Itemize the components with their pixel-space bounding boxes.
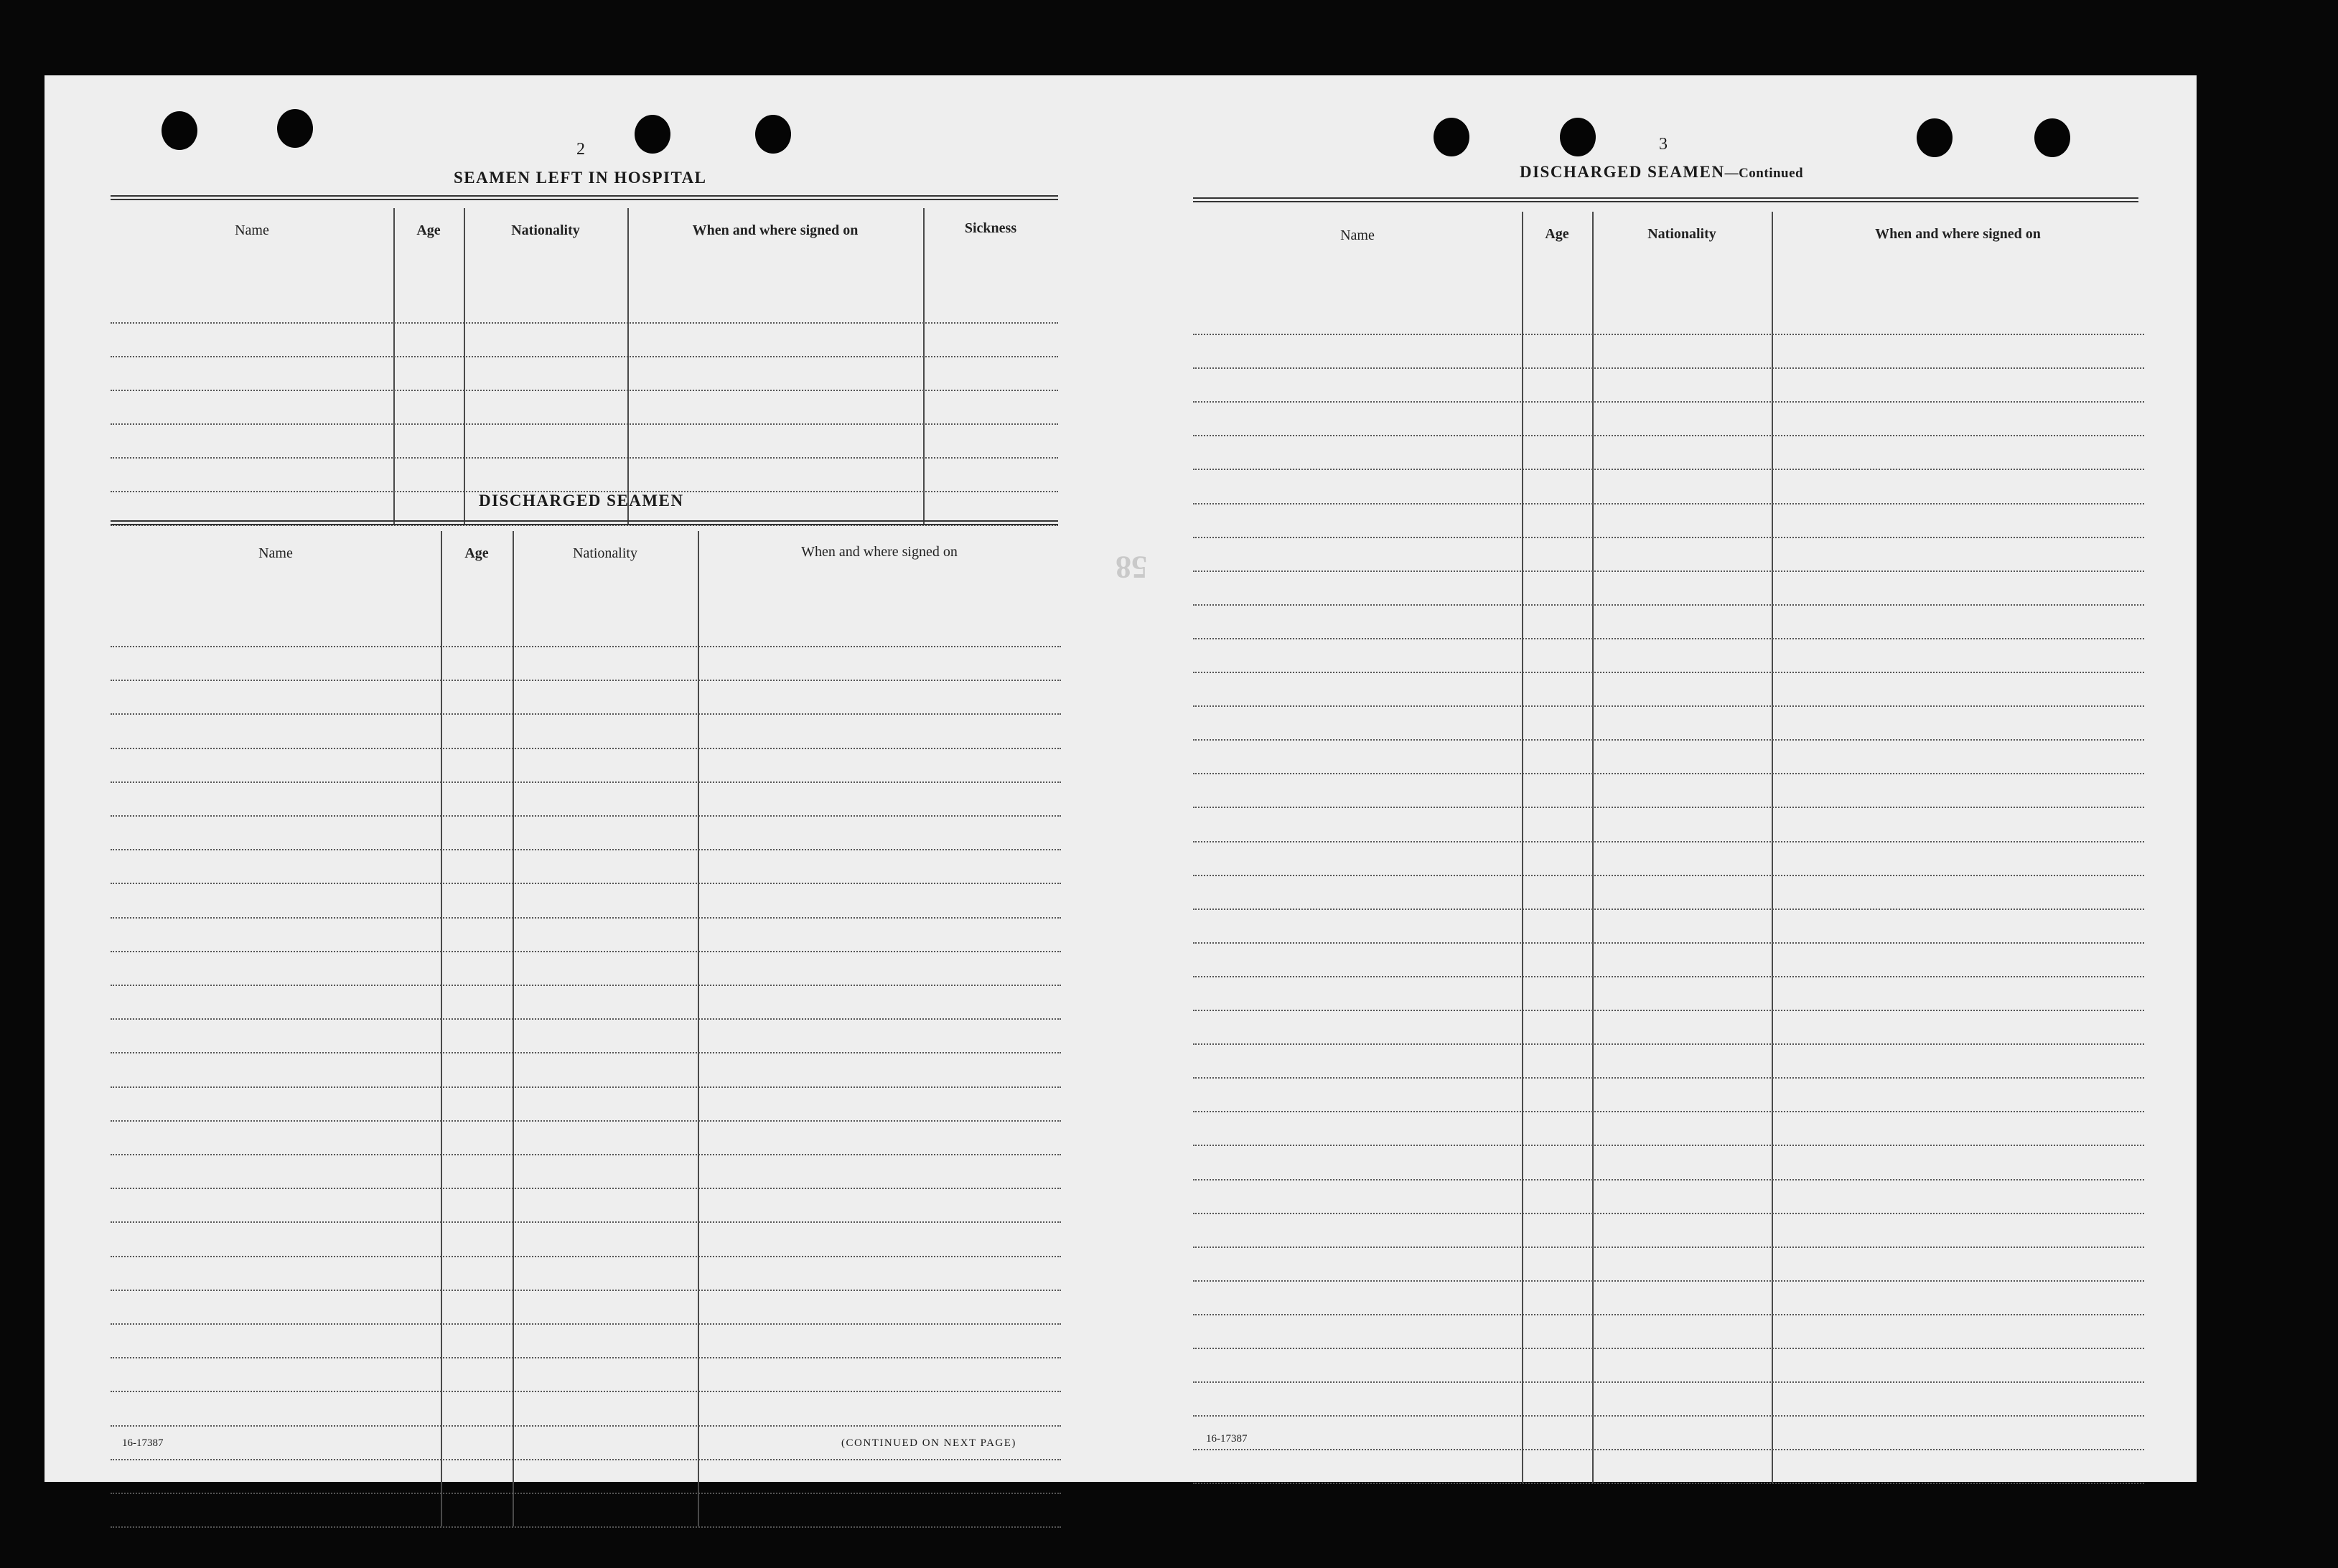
discharged-row-line [111,1052,1061,1053]
discharged-row-line [111,1154,1061,1155]
discharged-row-line [111,1459,1061,1460]
discharged-row-line [111,883,1061,884]
discharged-row-line [111,849,1061,850]
continued-row-line [1193,469,2144,470]
continued-row-line [1193,1415,2144,1417]
continued-row-line [1193,1043,2144,1045]
hospital-row-line [111,322,1058,324]
discharged-row-line [111,748,1061,749]
discharged-row-line [111,1526,1061,1528]
hospital-column-divider [464,208,465,525]
continued-row-line [1193,705,2144,707]
continued-row-line [1193,739,2144,741]
page-number-left: 2 [576,140,585,159]
punch-hole [1917,118,1953,157]
hospital-section-title: SEAMEN LEFT IN HOSPITAL [454,169,707,187]
discharged-row-line [111,713,1061,715]
hospital-column-divider [923,208,925,525]
continued-row-line [1193,334,2144,335]
discharged-row-line [111,917,1061,919]
hospital-row-line [111,390,1058,391]
form-number-right: 16-17387 [1206,1433,1248,1445]
discharged-continued-title [1520,163,1803,182]
continued-row-line [1193,1077,2144,1079]
continued-col-nationality: Nationality [1647,226,1716,242]
continued-row-line [1193,1381,2144,1383]
continued-col-age: Age [1545,226,1569,242]
discharged-row-line [111,815,1061,817]
discharged-col-age: Age [464,545,489,561]
hospital-col-nationality: Nationality [511,222,580,238]
hospital-header-rule [111,195,1058,200]
continued-row-line [1193,1314,2144,1315]
hospital-column-divider [393,208,395,525]
continued-row-line [1193,1010,2144,1011]
discharged-row-line [111,1188,1061,1189]
continued-row-line [1193,1247,2144,1248]
punch-hole [162,111,197,150]
continued-header-rule [1193,197,2138,202]
continued-row-line [1193,807,2144,808]
discharged-row-line [111,951,1061,952]
continued-row-line [1193,1111,2144,1112]
form-number-left: 16-17387 [122,1437,164,1449]
continued-col-when-where: When and where signed on [1875,226,2041,242]
continued-row-line [1193,1145,2144,1146]
punch-hole [755,115,791,154]
hospital-row-line [111,356,1058,357]
discharged-row-line [111,1086,1061,1088]
discharged-section-title: DISCHARGED SEAMEN [479,492,684,510]
continued-row-line [1193,537,2144,538]
continued-row-line [1193,672,2144,673]
faint-stamp-mark: 58 [1116,550,1147,585]
discharged-row-line [111,646,1061,647]
discharged-row-line [111,1221,1061,1223]
continued-row-line [1193,367,2144,369]
discharged-continued-suffix: —Continued [1724,166,1804,181]
continued-row-line [1193,1280,2144,1282]
continued-col-name: Name [1340,227,1375,243]
punch-hole [2034,118,2070,157]
continued-row-line [1193,435,2144,436]
discharged-row-line [111,1120,1061,1122]
continued-row-line [1193,976,2144,977]
hospital-column-divider [627,208,629,525]
continued-row-line [1193,909,2144,910]
discharged-continued-title-main: DISCHARGED SEAMEN [1520,163,1725,181]
discharged-row-line [111,1290,1061,1291]
discharged-row-line [111,985,1061,986]
hospital-col-age: Age [416,222,441,238]
discharged-row-line [111,680,1061,681]
discharged-row-line [111,1018,1061,1020]
discharged-table [111,531,1061,1432]
hospital-row-line [111,457,1058,459]
continued-row-line [1193,841,2144,842]
punch-hole [1560,118,1596,156]
continued-row-line [1193,604,2144,606]
continued-row-line [1193,1213,2144,1214]
punch-hole [635,115,670,154]
hospital-col-name: Name [235,222,269,238]
discharged-row-line [111,1425,1061,1427]
continued-row-line [1193,875,2144,876]
discharged-header-rule [111,520,1058,525]
discharged-row-line [111,781,1061,783]
punch-hole [277,109,313,148]
hospital-table [111,208,1058,481]
punch-hole [1434,118,1469,156]
document-spread [45,75,2197,1482]
continued-row-line [1193,942,2144,944]
continued-row-line [1193,1483,2144,1484]
continued-row-line [1193,773,2144,774]
discharged-row-line [111,1323,1061,1325]
page-number-right: 3 [1659,135,1668,154]
discharged-col-name: Name [258,545,293,561]
discharged-continued-table [1193,212,2144,1421]
hospital-row-line [111,423,1058,425]
continued-row-line [1193,638,2144,639]
continued-row-line [1193,1179,2144,1180]
continued-row-line [1193,503,2144,504]
hospital-col-when-where: When and where signed on [692,222,859,238]
discharged-row-line [111,1391,1061,1392]
hospital-col-sickness: Sickness [964,220,1017,236]
continued-row-line [1193,1449,2144,1450]
continued-note: (CONTINUED ON NEXT PAGE) [841,1437,1016,1449]
discharged-row-line [111,1493,1061,1494]
discharged-col-when-where: When and where signed on [801,544,958,560]
continued-row-line [1193,571,2144,572]
continued-row-line [1193,1348,2144,1349]
continued-row-line [1193,401,2144,403]
discharged-col-nationality: Nationality [573,545,637,561]
discharged-row-line [111,1256,1061,1257]
discharged-row-line [111,1357,1061,1358]
